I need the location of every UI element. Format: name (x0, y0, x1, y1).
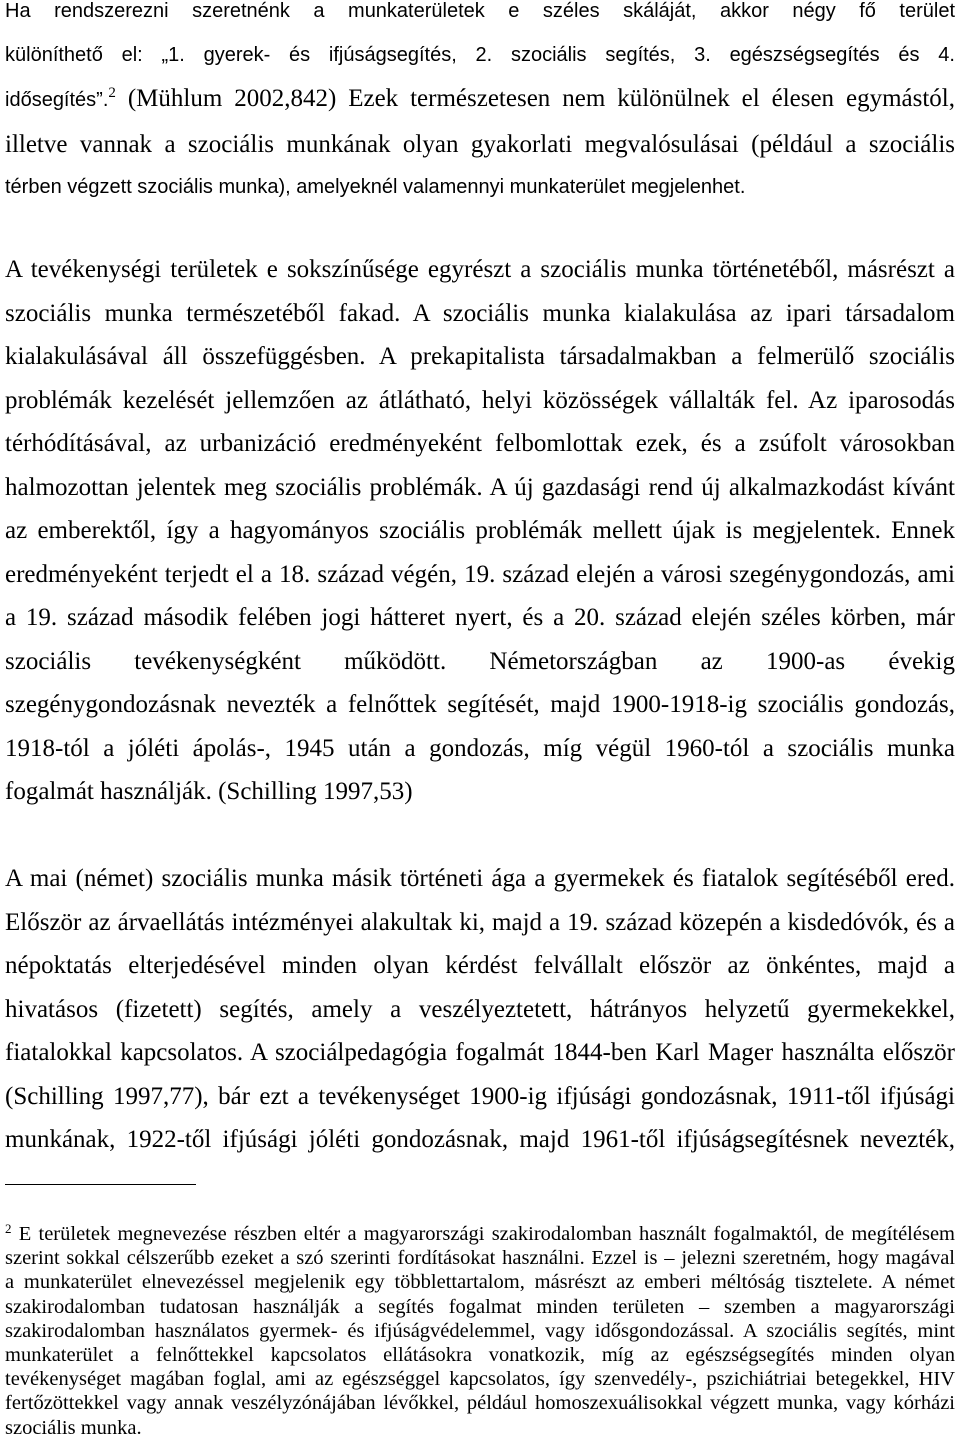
footnote-line: szerint sokkal célszerűbb ezeket a szó szerinti fordításokat használni. Ezzel is – jelezni szeretném, hogy magával (5, 1247, 955, 1270)
paragraph-1-line-5: térben végzett szociális munka), amelyeknél valamennyi munkaterület megjelenhet. (5, 176, 746, 198)
paragraph-1-line-3-rest: (Mühlum 2002,842) Ezek természetesen nem különülnek el élesen egymástól, (127, 85, 955, 112)
footnote-line: a munkaterület elnevezéssel megjelenik egy többlettartalom, másrészt az emberi méltóság tisztelete. A német (5, 1271, 955, 1294)
footnote-line: munkaterület a felnőttekkel kapcsolatos ellátásokra vonatkozik, míg az egészségsegítés minden olyan (5, 1344, 955, 1367)
paragraph-3-line: munkának, 1922-től ifjúsági jóléti gondozásnak, majd 1961-től ifjúságsegítésnek nevezték, (5, 1126, 955, 1153)
footnote-line: tevékenységet magában foglal, ami az egészséggel kapcsolatos, így szenvedély-, pszichiátriai betegekkel, HIV (5, 1368, 955, 1391)
footnote-line: szakirodalomban tudatosan használják a segítés fogalmat minden területen – szemben a magyarországi (5, 1295, 955, 1318)
paragraph-2-line: szociális munka természetéből fakad. A szociális munka kialakulása az ipari társadalom (5, 299, 955, 327)
paragraph-3-line: A mai (német) szociális munka másik történeti ága a gyermekek és fiatalok segítéséből ered. (5, 865, 955, 892)
footnote-line: szociális munka. (5, 1416, 142, 1439)
paragraph-3-line: Először az árvaellátás intézményei alakultak ki, majd a 19. század közepén a kisdedóvók, és a (5, 908, 955, 936)
paragraph-1-line-1: Ha rendszerezni szeretnénk a munkaterületek e széles skáláját, akkor négy fő terület (5, 0, 955, 22)
paragraph-2-line: halmozottan jelentek meg szociális problémák. A új gazdasági rend új alkalmazkodást kívánt (5, 473, 955, 501)
paragraph-2-line: fogalmát használják. (Schilling 1997,53) (5, 778, 413, 805)
paragraph-3 (5, 857, 955, 1162)
paragraph-2-line: a 19. század második felében jogi hátteret nyert, és a 20. század elején széles körben, már (5, 604, 955, 631)
paragraph-2-line: 1918-tól a jóléti ápolás-, 1945 után a gondozás, míg végül 1960-tól a szociális munka (5, 734, 955, 762)
paragraph-3-line: fiatalokkal kapcsolatos. A szociálpedagógia fogalmát 1844-ben Karl Mager használta először (5, 1039, 955, 1066)
paragraph-2-line: A tevékenységi területek e sokszínűsége egyrészt a szociális munka történetéből, másrészt a (5, 256, 955, 283)
paragraph-2-line: térhódításával, az urbanizáció eredményeként felbomlottak ezek, és a zsúfolt városokban (5, 430, 955, 457)
footnote-marker: 2 (5, 1221, 12, 1236)
footnote (5, 1222, 955, 1440)
paragraph-2-line: az emberektől, így a hagyományos szociális problémák mellett újak is megjelentek. Ennek (5, 517, 955, 544)
paragraph-3-line: hivatásos (fizetett) segítés, amely a veszélyeztetett, hátrányos helyzetű gyermekekkel, (5, 995, 955, 1023)
paragraph-1 (5, 0, 955, 210)
paragraph-2-line: eredményeként terjedt el a 18. század végén, 19. század elején a városi szegénygondozás, ami (5, 560, 955, 588)
footnote-line-1-text: E területek megnevezése részben eltér a magyarországi szakirodalomban használt fogalmaktól, de megítélésem (18, 1223, 956, 1245)
paragraph-2-line: szociális tevékenységként működött. Németországban az 1900-as évekig (5, 647, 955, 675)
paragraph-1-line-3-start: idősegítés”. (5, 89, 109, 111)
paragraph-2-line: problémák kezelését jellemzően az átlátható, helyi közösségek vállalták fel. Az iparosodás (5, 386, 955, 414)
paragraph-3-line: népoktatás elterjedésével minden olyan kérdést felvállalt először az önkéntes, majd a (5, 952, 955, 979)
paragraph-2-line: kialakulásával áll összefüggésben. A prekapitalista társadalmakban a felmerülő szociális (5, 343, 955, 370)
paragraph-1-line-4: illetve vannak a szociális munkának olyan gyakorlati megvalósulásai (például a szociális (5, 130, 955, 158)
footnote-line (5, 1222, 955, 1246)
paragraph-2-line: szegénygondozásnak nevezték a felnőttek segítését, majd 1900-1918-ig szociális gondozás, (5, 691, 955, 718)
footnote-separator (5, 1184, 196, 1185)
footnote-line: fertőzöttekkel vagy annak veszélyzónájában lévőkkel, például homoszexuálisokkal végzett munka, vagy kórházi (5, 1392, 955, 1415)
paragraph-2 (5, 248, 955, 814)
paragraph-1-line-3 (5, 77, 955, 123)
footnote-line: szakirodalomban használatos gyermek- és ifjúságvédelemmel, vagy idősgondozással. A szociális segítés, mint (5, 1319, 955, 1342)
paragraph-3-line: (Schilling 1997,77), bár ezt a tevékenységet 1900-ig ifjúsági gondozásnak, 1911-től ifjúsági (5, 1082, 955, 1110)
paragraph-1-line-2: különíthető el: „1. gyerek- és ifjúságsegítés, 2. szociális segítés, 3. egészségsegítés és 4. (5, 43, 955, 66)
footnote-reference: 2 (108, 85, 116, 101)
